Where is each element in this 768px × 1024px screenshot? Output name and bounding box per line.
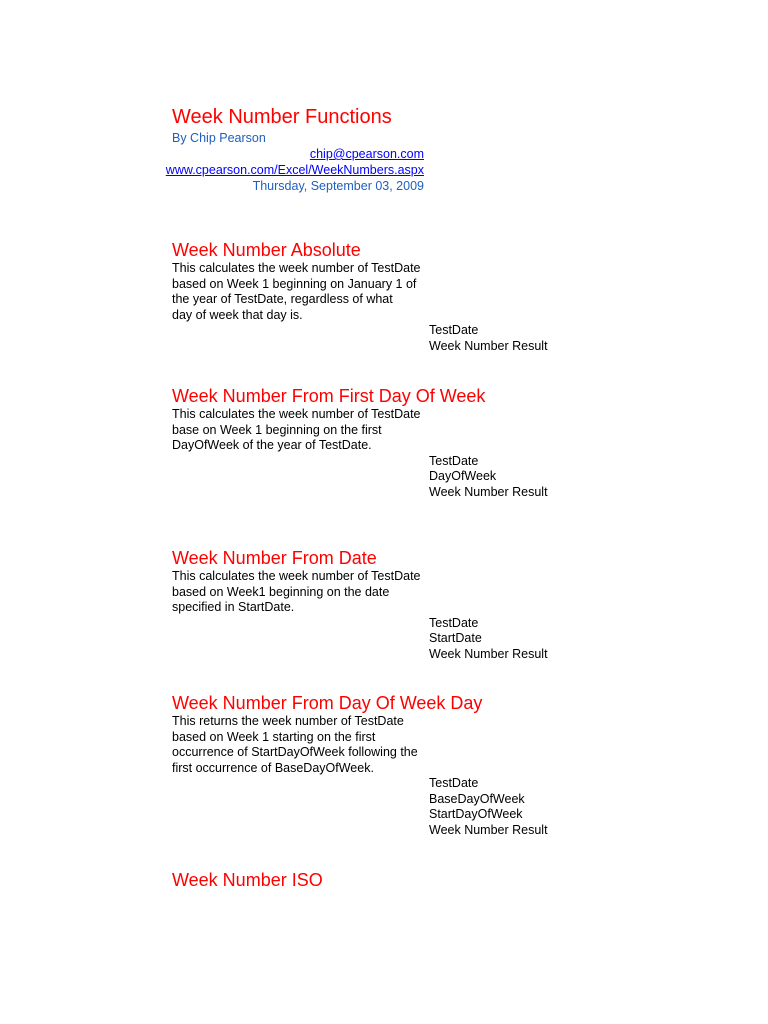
description-line: DayOfWeek of the year of TestDate. [172,438,372,452]
description-line: based on Week 1 beginning on January 1 of [172,276,417,291]
description-line: This calculates the week number of TestDate [172,407,421,421]
parameter-label: Week Number Result [429,484,548,499]
contact-block [166,146,424,194]
parameter-label: Week Number Result [429,646,548,661]
parameter-label: TestDate [429,615,479,630]
description-line: based on Week1 beginning on the date [172,584,390,599]
document-date: Thursday, September 03, 2009 [252,179,424,193]
parameter-label: Week Number Result [429,822,548,837]
section-week-number-from-first-day-of-week [172,385,592,500]
parameter-list [172,616,592,663]
description-line: specified in StartDate. [172,600,295,614]
description-line: This calculates the week number of TestDate [172,569,421,583]
section-heading: Week Number ISO [172,870,323,890]
description-line: day of week that day is. [172,307,303,322]
description-line: This returns the week number of TestDate [172,714,404,728]
description-line: base on Week 1 beginning on the first [172,422,382,437]
email-link[interactable]: chip@cpearson.com [309,147,424,161]
parameter-label: TestDate [429,453,479,468]
description-line: This calculates the week number of TestDate [172,261,421,275]
description-line: first occurrence of BaseDayOfWeek. [172,760,374,775]
section-week-number-from-day-of-week-day [172,692,592,838]
parameter-label: DayOfWeek [429,469,497,483]
parameter-label: TestDate [429,776,479,790]
description-line: the year of TestDate, regardless of what [172,292,393,306]
document-title: Week Number Functions [172,106,392,128]
parameter-label: TestDate [429,323,479,337]
section-heading: Week Number From Date [172,548,377,568]
parameter-label: StartDate [429,631,482,645]
parameter-label: Week Number Result [429,338,548,353]
section-description [172,261,432,323]
description-line: occurrence of StartDayOfWeek following the [172,745,418,759]
section-heading: Week Number From Day Of Week Day [172,693,483,713]
parameter-label: StartDayOfWeek [429,807,523,821]
parameter-list [172,454,592,501]
author-byline: By Chip Pearson [172,131,266,145]
parameter-list [172,323,592,354]
section-heading: Week Number Absolute [172,240,361,260]
section-description [172,714,432,776]
section-description [172,407,432,454]
section-week-number-from-date [172,547,592,662]
parameter-list [172,776,592,838]
parameter-label: BaseDayOfWeek [429,791,525,806]
section-heading: Week Number From First Day Of Week [172,386,486,406]
description-line: based on Week 1 starting on the first [172,729,376,744]
section-week-number-absolute [172,239,592,354]
section-week-number-iso [172,869,592,891]
website-link[interactable]: www.cpearson.com/Excel/WeekNumbers.aspx [165,163,424,177]
section-description [172,569,432,616]
